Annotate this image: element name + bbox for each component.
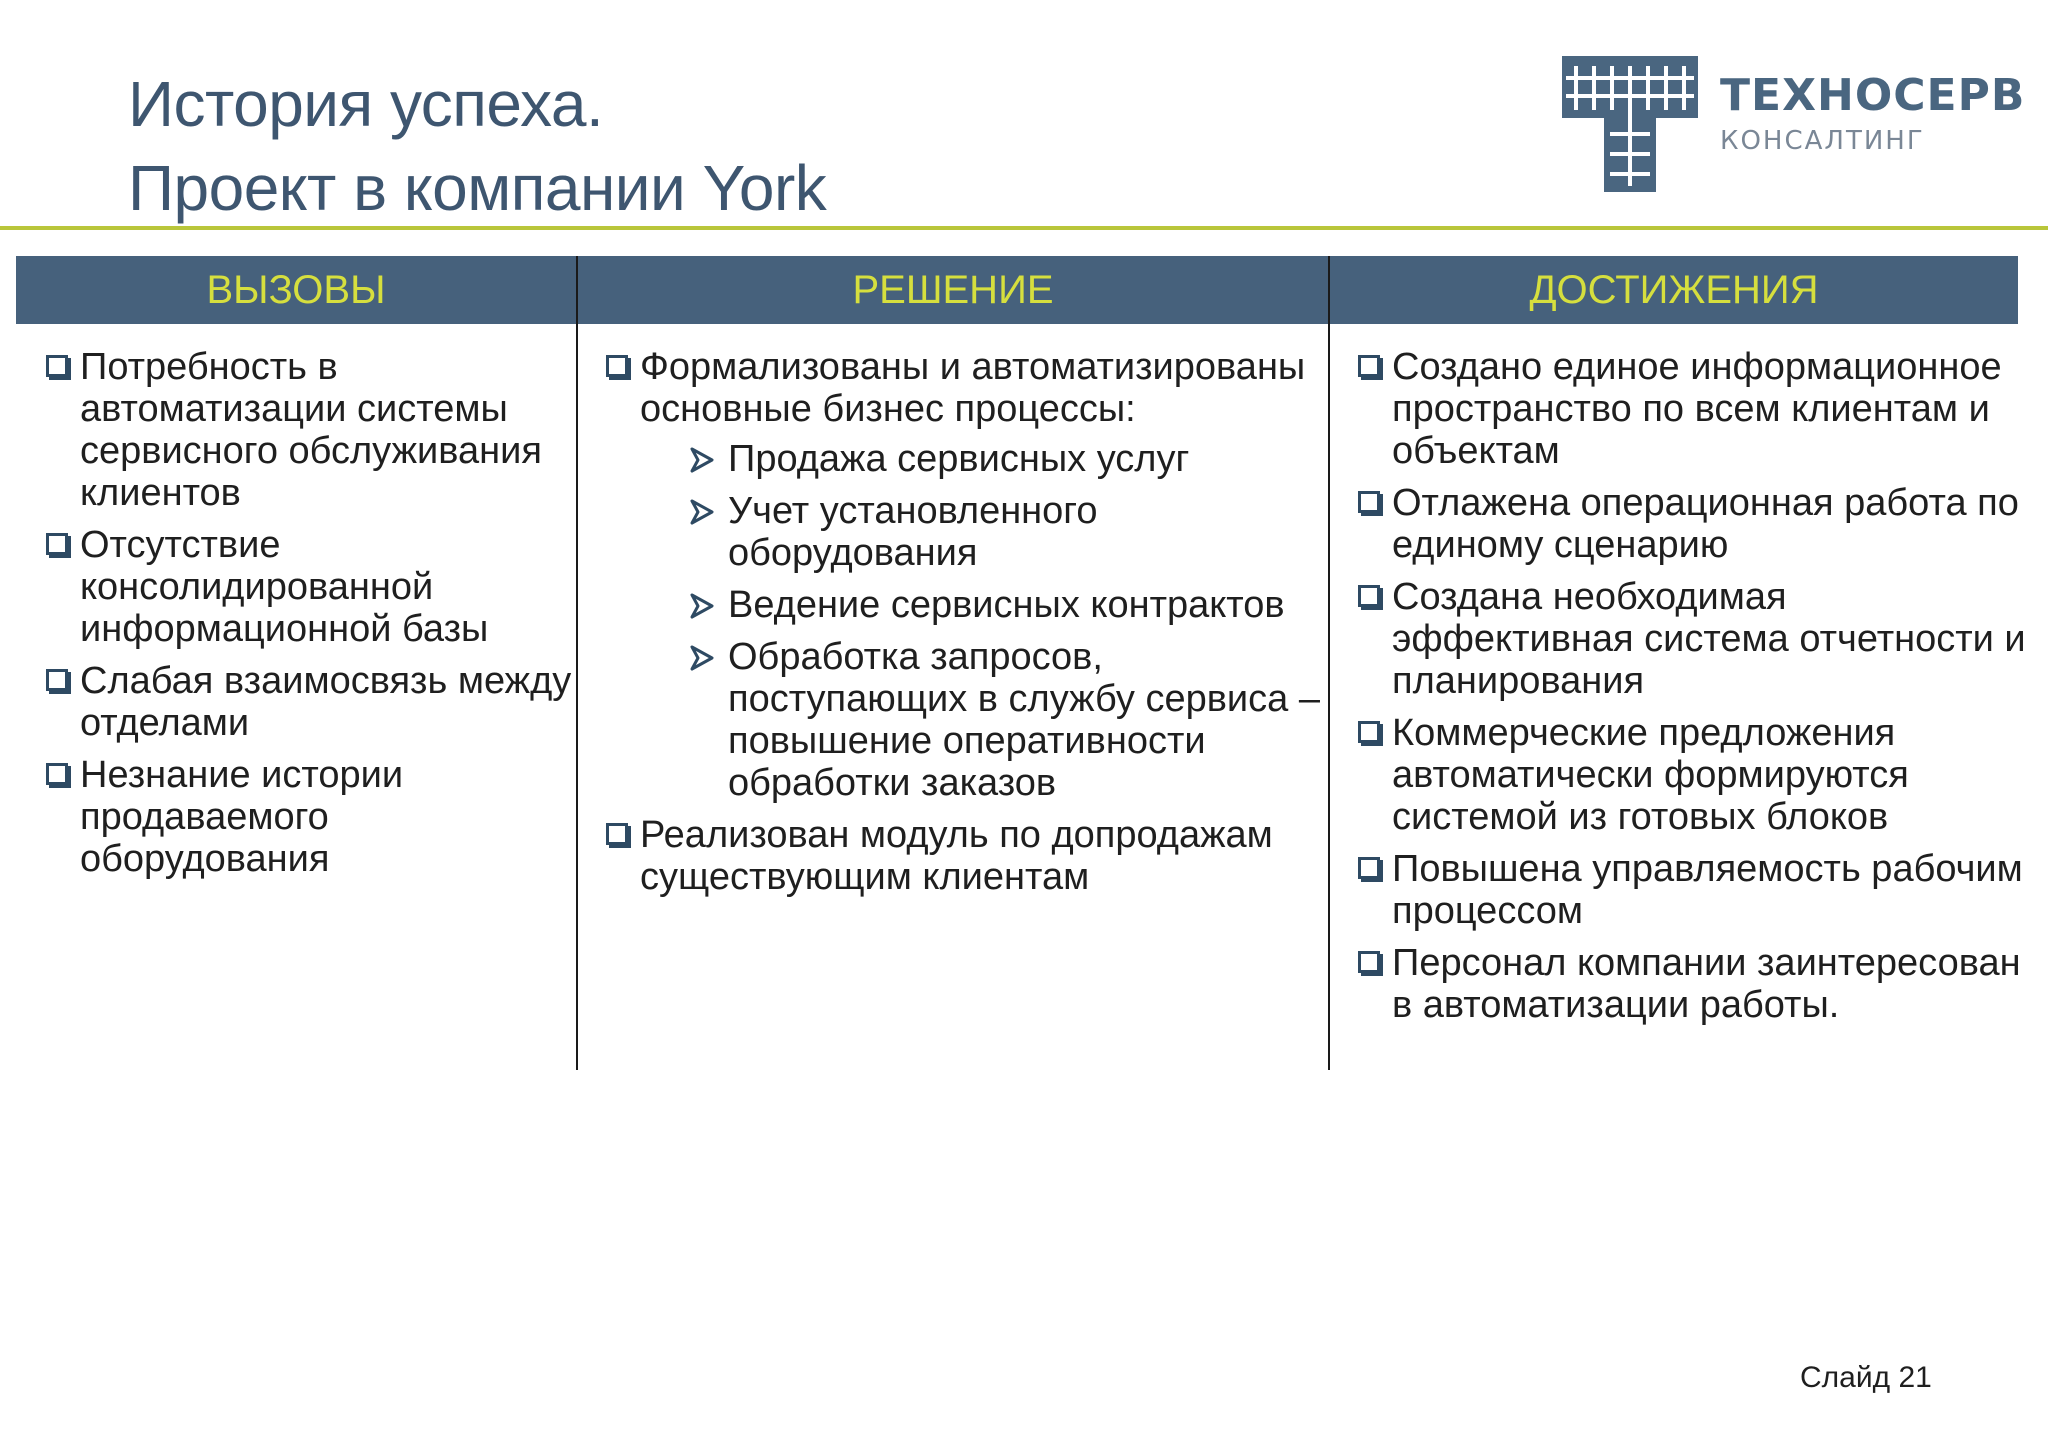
sub-list-item (640, 636, 1330, 804)
list-item (1352, 346, 2032, 472)
logo-subtitle: КОНСАЛТИНГ (1720, 126, 1925, 156)
sub-list-item (640, 584, 1330, 626)
list-item-text: Коммерческие предложения автоматически формируются системой из готовых блоков (1392, 712, 1909, 838)
column-header-challenges: ВЫЗОВЫ (206, 268, 386, 312)
checkbox-bullet-icon (1358, 721, 1380, 743)
content-table (16, 256, 2026, 1070)
list-item-text: Слабая взаимосвязь между отделами (80, 660, 572, 744)
sub-list-item (640, 438, 1330, 480)
challenges-column (40, 346, 580, 890)
title-divider (0, 226, 2048, 230)
slide-title-line-1: История успеха. (128, 68, 604, 140)
checkbox-bullet-icon (1358, 355, 1380, 377)
achievements-column (1352, 346, 2032, 1036)
list-item-text: Потребность в автоматизации системы сервисного обслуживания клиентов (80, 346, 542, 514)
list-item (40, 346, 580, 514)
checkbox-bullet-icon (1358, 951, 1380, 973)
checkbox-bullet-icon (46, 669, 68, 691)
list-item (1352, 482, 2032, 566)
list-item (1352, 712, 2032, 838)
list-item (1352, 576, 2032, 702)
checkbox-bullet-icon (1358, 857, 1380, 879)
list-item-text: Отсутствие консолидированной информационной базы (80, 524, 489, 650)
checkbox-bullet-icon (1358, 491, 1380, 513)
technoserv-cross-logo-icon (1562, 56, 1698, 192)
list-item-text: Отлажена операционная работа по единому сценарию (1392, 482, 2019, 566)
sub-list-item-text: Продажа сервисных услуг (728, 438, 1190, 480)
list-item (40, 660, 580, 744)
sub-list-item (640, 490, 1330, 574)
checkbox-bullet-icon (46, 763, 68, 785)
slide-title-line-2: Проект в компании York (128, 152, 827, 224)
column-header-achievements: ДОСТИЖЕНИЯ (1529, 268, 1819, 312)
arrow-bullet-icon (688, 446, 716, 474)
logo-name: ТЕХНОСЕРВ (1720, 70, 2026, 121)
logo-text (1720, 68, 2025, 158)
checkbox-bullet-icon (606, 823, 628, 845)
checkbox-bullet-icon (46, 355, 68, 377)
list-item (600, 346, 1330, 804)
list-item (600, 814, 1330, 898)
list-item-text: Реализован модуль по допродажам существующим клиентам (640, 814, 1273, 898)
slide-number: Слайд 21 (1800, 1361, 1932, 1394)
solution-sublist (640, 438, 1330, 804)
list-item-text: Персонал компании заинтересован в автоматизации работы. (1392, 942, 2021, 1026)
sub-list-item-text: Обработка запросов, поступающих в службу сервиса – повышение оперативности обработки заказов (728, 636, 1320, 804)
checkbox-bullet-icon (46, 533, 68, 555)
solution-list (600, 346, 1330, 898)
checkbox-bullet-icon (1358, 585, 1380, 607)
list-item (40, 524, 580, 650)
list-item (1352, 942, 2032, 1026)
arrow-bullet-icon (688, 498, 716, 526)
company-logo (1562, 56, 2026, 192)
arrow-bullet-icon (688, 644, 716, 672)
list-item-text: Незнание истории продаваемого оборудования (80, 754, 404, 880)
sub-list-item-text: Учет установленного оборудования (728, 490, 1098, 574)
solution-column (600, 346, 1330, 908)
column-header-solution: РЕШЕНИЕ (852, 268, 1054, 312)
list-item (40, 754, 580, 880)
list-item-text: Создано единое информационное пространство по всем клиентам и объектам (1392, 346, 2002, 472)
list-item (1352, 848, 2032, 932)
challenges-list (40, 346, 580, 880)
list-item-text: Создана необходимая эффективная система отчетности и планирования (1392, 576, 2026, 702)
list-item-text: Формализованы и автоматизированы основные бизнес процессы: (640, 346, 1306, 430)
slide-title (128, 62, 826, 230)
list-item-text: Повышена управляемость рабочим процессом (1392, 848, 2023, 932)
achievements-list (1352, 346, 2032, 1026)
checkbox-bullet-icon (606, 355, 628, 377)
sub-list-item-text: Ведение сервисных контрактов (728, 584, 1285, 626)
arrow-bullet-icon (688, 592, 716, 620)
